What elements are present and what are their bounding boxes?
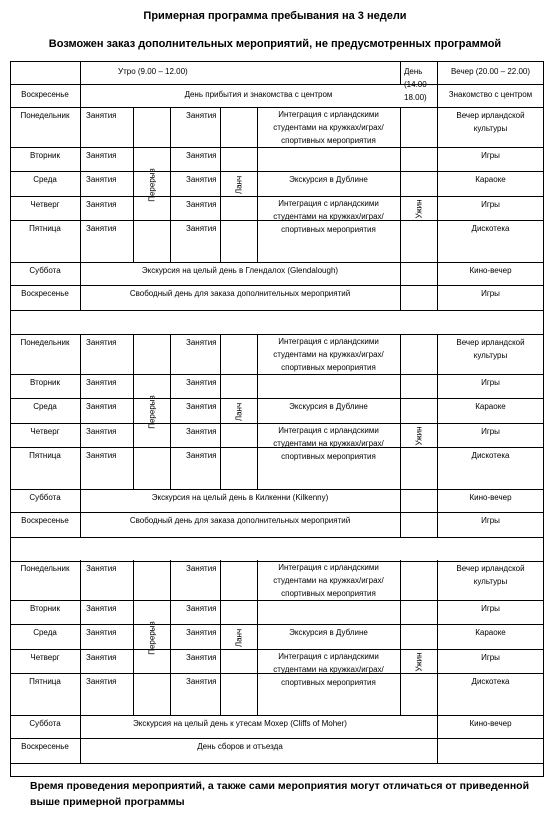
day-label: Вторник xyxy=(30,604,60,613)
day-label: Вторник xyxy=(30,151,60,160)
saturday-evening: Кино-вечер xyxy=(469,493,512,502)
evening-activity: Игры xyxy=(481,151,500,160)
day-lessons: Занятия xyxy=(186,338,217,347)
morning-lessons: Занятия xyxy=(86,402,117,411)
arrival-evening: Знакомство с центром xyxy=(448,90,533,99)
dinner-label: Ужин xyxy=(414,651,423,672)
day-lessons: Занятия xyxy=(186,564,217,573)
day-label: Суббота xyxy=(29,719,61,728)
evening-activity: Игры xyxy=(481,653,500,662)
morning-lessons: Занятия xyxy=(86,175,117,184)
day-lessons: Занятия xyxy=(186,151,217,160)
day-lessons: Занятия xyxy=(186,175,217,184)
evening-activity: Дискотека xyxy=(471,677,510,686)
morning-lessons: Занятия xyxy=(86,677,117,686)
day-lessons: Занятия xyxy=(186,604,217,613)
day-lessons: Занятия xyxy=(186,628,217,637)
header-evening: Вечер (20.00 – 22.00) xyxy=(450,67,531,76)
day-label: Воскресенье xyxy=(21,289,69,298)
dublin-excursion: Экскурсия в Дублине xyxy=(289,175,368,184)
day-label: Четверг xyxy=(30,200,60,209)
day-lessons: Занятия xyxy=(186,111,217,120)
day-lessons: Занятия xyxy=(186,224,217,233)
page-title: Примерная программа пребывания на 3 недели xyxy=(143,10,407,22)
day-lessons: Занятия xyxy=(186,200,217,209)
integration-activity: Интеграция с ирландскими студентами на кружках/играх/спортивных мероприятия xyxy=(273,563,384,598)
evening-activity: Вечер ирландской культуры xyxy=(456,338,525,360)
morning-lessons: Занятия xyxy=(86,378,117,387)
morning-lessons: Занятия xyxy=(86,338,117,347)
day-label: Среда xyxy=(33,628,57,637)
day-label: Воскресенье xyxy=(21,742,69,751)
day-lessons: Занятия xyxy=(186,677,217,686)
integration-activity: Интеграция с ирландскими студентами на кружках/играх/спортивных мероприятия xyxy=(273,199,384,234)
day-label: Четверг xyxy=(30,427,60,436)
lunch-label: Ланч xyxy=(234,402,243,421)
integration-activity: Интеграция с ирландскими студентами на кружках/играх/спортивных мероприятия xyxy=(273,426,384,461)
page-subtitle: Возможен заказ дополнительных мероприятий, не предусмотренных программой xyxy=(48,38,502,50)
evening-activity: Игры xyxy=(481,427,500,436)
day-label: Вторник xyxy=(30,378,60,387)
day-label: Понедельник xyxy=(20,338,70,347)
integration-activity: Интеграция с ирландскими студентами на кружках/играх/спортивных мероприятия xyxy=(273,110,384,145)
saturday-evening: Кино-вечер xyxy=(469,266,512,275)
evening-activity: Игры xyxy=(481,378,500,387)
day-label: Суббота xyxy=(29,266,61,275)
day-label: Пятница xyxy=(29,451,61,460)
evening-activity: Караоке xyxy=(475,402,506,411)
day-lessons: Занятия xyxy=(186,378,217,387)
morning-lessons: Занятия xyxy=(86,564,117,573)
dinner-label: Ужин xyxy=(414,198,423,219)
morning-lessons: Занятия xyxy=(86,604,117,613)
evening-activity: Караоке xyxy=(475,175,506,184)
break-label: Перерыв xyxy=(147,394,156,429)
lunch-label: Ланч xyxy=(234,628,243,647)
morning-lessons: Занятия xyxy=(86,427,117,436)
morning-lessons: Занятия xyxy=(86,224,117,233)
day-label: Понедельник xyxy=(20,111,70,120)
evening-activity: Игры xyxy=(481,200,500,209)
footnote: Время проведения мероприятий, а также сами мероприятия могут отличаться от приведенной выше примерной программы xyxy=(30,780,530,808)
evening-activity: Караоке xyxy=(475,628,506,637)
break-label: Перерыв xyxy=(147,167,156,202)
day-label: Воскресенье xyxy=(21,516,69,525)
evening-activity: Вечер ирландской культуры xyxy=(456,564,525,586)
day-lessons: Занятия xyxy=(186,402,217,411)
header-day: День (14.00 – 18.00) xyxy=(404,67,434,102)
day-label: Пятница xyxy=(29,224,61,233)
dublin-excursion: Экскурсия в Дублине xyxy=(289,402,368,411)
day-label: Среда xyxy=(33,402,57,411)
morning-lessons: Занятия xyxy=(86,200,117,209)
day-label: Четверг xyxy=(30,653,60,662)
sunday-activity: Свободный день для заказа дополнительных мероприятий xyxy=(129,516,351,525)
day-lessons: Занятия xyxy=(186,653,217,662)
day-label: Воскресенье xyxy=(21,90,69,99)
day-label: Пятница xyxy=(29,677,61,686)
saturday-excursion: Экскурсия на целый день в Глендалох (Glendalough) xyxy=(141,266,339,275)
morning-lessons: Занятия xyxy=(86,151,117,160)
evening-activity: Дискотека xyxy=(471,451,510,460)
sunday-evening: Игры xyxy=(481,289,500,298)
morning-lessons: Занятия xyxy=(86,628,117,637)
break-label: Перерыв xyxy=(147,620,156,655)
morning-lessons: Занятия xyxy=(86,451,117,460)
arrival-activity: День прибытия и знакомства с центром xyxy=(184,90,333,99)
saturday-excursion: Экскурсия на целый день в Килкенни (Kilkenny) xyxy=(151,493,329,502)
day-label: Суббота xyxy=(29,493,61,502)
day-lessons: Занятия xyxy=(186,451,217,460)
dublin-excursion: Экскурсия в Дублине xyxy=(289,628,368,637)
sunday-evening: Игры xyxy=(481,516,500,525)
evening-activity: Вечер ирландской культуры xyxy=(456,111,525,133)
sunday-activity: Свободный день для заказа дополнительных мероприятий xyxy=(129,289,351,298)
day-label: Среда xyxy=(33,175,57,184)
integration-activity: Интеграция с ирландскими студентами на кружках/играх/спортивных мероприятия xyxy=(273,337,384,372)
evening-activity: Игры xyxy=(481,604,500,613)
evening-activity: Дискотека xyxy=(471,224,510,233)
sunday-evening xyxy=(437,738,544,777)
saturday-excursion: Экскурсия на целый день к утесам Мохер (Cliffs of Moher) xyxy=(133,719,347,728)
integration-activity: Интеграция с ирландскими студентами на кружках/играх/спортивных мероприятия xyxy=(273,652,384,687)
header-morning: Утро (9.00 – 12.00) xyxy=(118,67,188,76)
schedule-table xyxy=(10,61,544,777)
sunday-activity: День сборов и отъезда xyxy=(197,742,283,751)
lunch-label: Ланч xyxy=(234,175,243,194)
dinner-label: Ужин xyxy=(414,425,423,446)
day-label: Понедельник xyxy=(20,564,70,573)
day-lessons: Занятия xyxy=(186,427,217,436)
morning-lessons: Занятия xyxy=(86,111,117,120)
morning-lessons: Занятия xyxy=(86,653,117,662)
saturday-evening: Кино-вечер xyxy=(469,719,512,728)
